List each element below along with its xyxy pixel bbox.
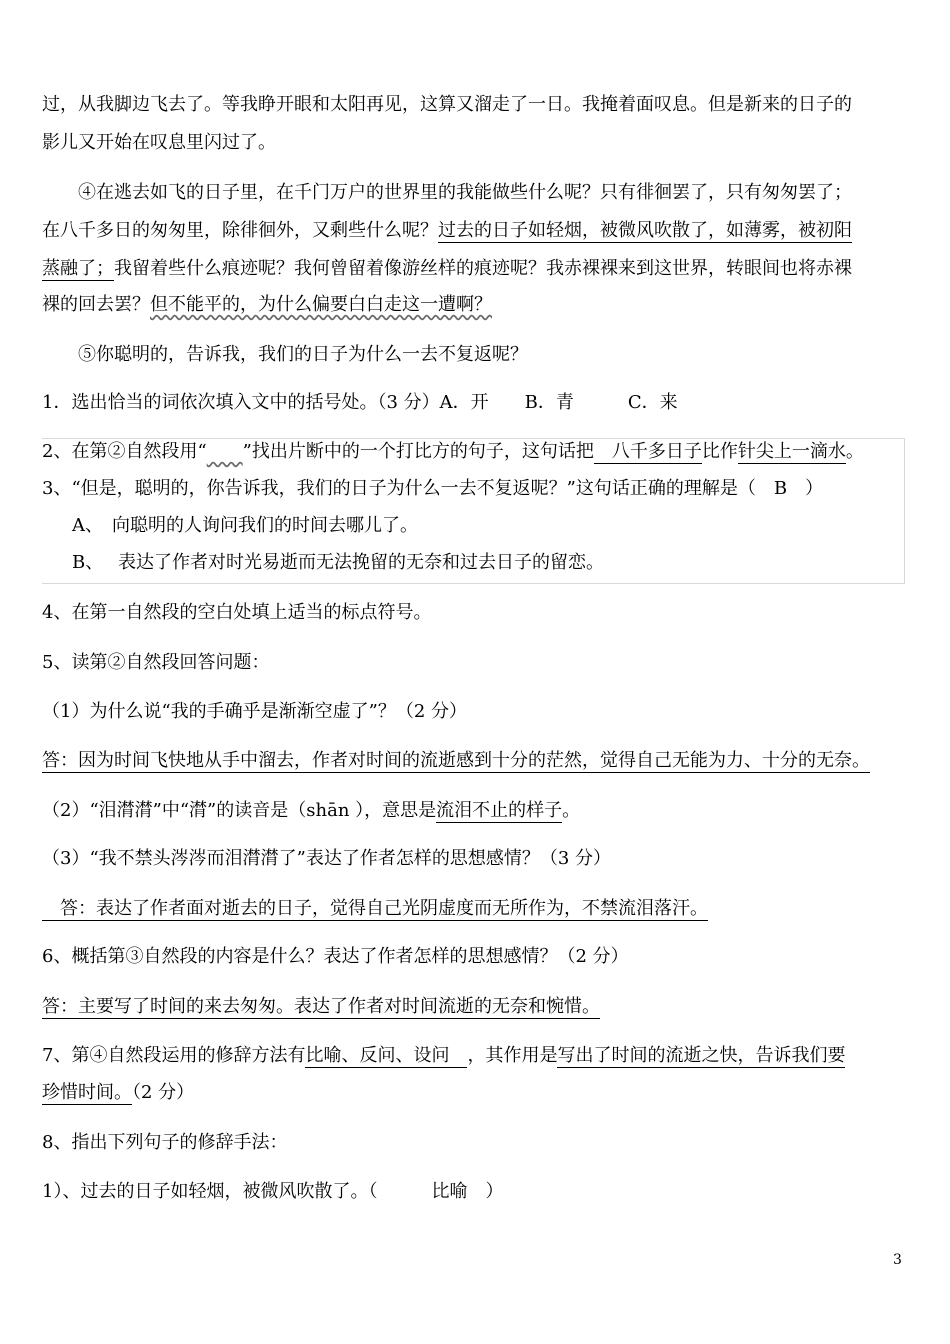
question-7 — [42, 1045, 845, 1067]
answer-text: 答：表达了作者面对逝去的日子，觉得自己光阴虚度而无所作为，不禁流泪落汗。 — [42, 898, 708, 919]
question-5-1-answer — [42, 750, 870, 772]
answer-text: 答：因为时间飞快地从手中溜去，作者对时间的流逝感到十分的茫然，觉得自己无能为力、十分的无奈。 — [42, 750, 870, 771]
question-text: 比作 — [701, 441, 738, 462]
question-text: 。 — [562, 800, 581, 821]
question-5-3-answer — [42, 898, 708, 920]
question-6-answer — [42, 996, 600, 1018]
passage-text: 在八千多日的匆匆里，除徘徊外，又剩些什么呢？ — [42, 220, 438, 241]
answer-2: 针尖上一滴水 — [737, 441, 846, 462]
question-text: ，其作用是 — [467, 1045, 558, 1066]
question-5-2 — [42, 800, 580, 822]
answer-text: 比喻、反问、设问 — [305, 1045, 468, 1066]
answer-text: 答：主要写了时间的来去匆匆。表达了作者对时间流逝的无奈和惋惜。 — [42, 996, 600, 1017]
question-3-option-a: A、 向聪明的人询问我们的时间去哪儿了。 — [72, 515, 418, 536]
question-text: 2、在第②自然段用“ — [42, 441, 207, 462]
question-3: 3、“但是，聪明的，你告诉我，我们的日子为什么一去不复返呢？”这句话正确的理解是（ B ） — [42, 478, 824, 499]
answer-text: 流泪不止的样子 — [436, 800, 563, 821]
passage-p4-line2 — [42, 220, 852, 242]
passage-text: 裸的回去罢？ — [42, 294, 150, 315]
answer-text: 珍惜时间。 — [42, 1082, 132, 1103]
question-7-cont — [42, 1082, 194, 1104]
passage-p4-line3 — [42, 258, 852, 280]
question-text: 。 — [845, 441, 864, 462]
question-2 — [42, 441, 864, 463]
question-5: 5、读第②自然段回答问题： — [42, 652, 270, 673]
question-8-1: 1）、过去的日子如轻烟，被微风吹散了。（ 比喻 ） — [42, 1181, 504, 1202]
question-5-1: （1）为什么说“我的手确乎是渐渐空虚了”？（2 分） — [42, 701, 468, 722]
question-8: 8、指出下列句子的修辞手法： — [42, 1132, 288, 1153]
question-5-3: （3）“我不禁头涔涔而泪潸潸了”表达了作者怎样的思想感情？（3 分） — [42, 848, 612, 869]
passage-p3-line1: 过，从我脚边飞去了。等我睁开眼和太阳再见，这算又溜走了一日。我掩着面叹息。但是新来的日子的 — [42, 94, 852, 115]
question-3-option-b: B、 表达了作者对时光易逝而无法挽留的无奈和过去日子的留恋。 — [72, 552, 604, 573]
page-number: 3 — [893, 1252, 902, 1268]
passage-p3-line2: 影儿又开始在叹息里闪过了。 — [42, 132, 276, 153]
question-text: （2）“泪潸潸”中“潸”的读音是（shān ），意思是 — [42, 800, 437, 821]
question-text: （2 分） — [132, 1082, 195, 1103]
wavy-sentence: 但不能平的，为什么偏要白白走这一遭啊？ — [150, 294, 492, 315]
blank-1 — [207, 441, 243, 462]
passage-p4-line4 — [42, 294, 492, 316]
question-text: 7、第④自然段运用的修辞方法有 — [42, 1045, 306, 1066]
question-text: ”找出片断中的一个打比方的句子，这句话把 — [242, 441, 594, 462]
passage-text: 我留着些什么痕迹呢？我何曾留着像游丝样的痕迹呢？我赤裸裸来到这世界，转眼间也将赤裸 — [114, 258, 852, 279]
underlined-sentence: 蒸融了； — [42, 258, 114, 279]
passage-p4-line1: ④在逃去如飞的日子里，在千门万户的世界里的我能做些什么呢？只有徘徊罢了，只有匆匆罢了； — [78, 182, 852, 203]
answer-1: 八千多日子 — [593, 441, 702, 462]
underlined-sentence: 过去的日子如轻烟，被微风吹散了，如薄雾，被初阳 — [438, 220, 852, 241]
passage-p5: ⑤你聪明的，告诉我，我们的日子为什么一去不复返呢？ — [78, 344, 528, 365]
question-1: 1．选出恰当的词依次填入文中的括号处。（3 分）A．开 B．青 C．来 — [42, 392, 678, 413]
question-4: 4、在第一自然段的空白处填上适当的标点符号。 — [42, 602, 432, 623]
question-6: 6、概括第③自然段的内容是什么？表达了作者怎样的思想感情？（2 分） — [42, 946, 629, 967]
answer-text: 写出了时间的流逝之快，告诉我们要 — [557, 1045, 846, 1066]
